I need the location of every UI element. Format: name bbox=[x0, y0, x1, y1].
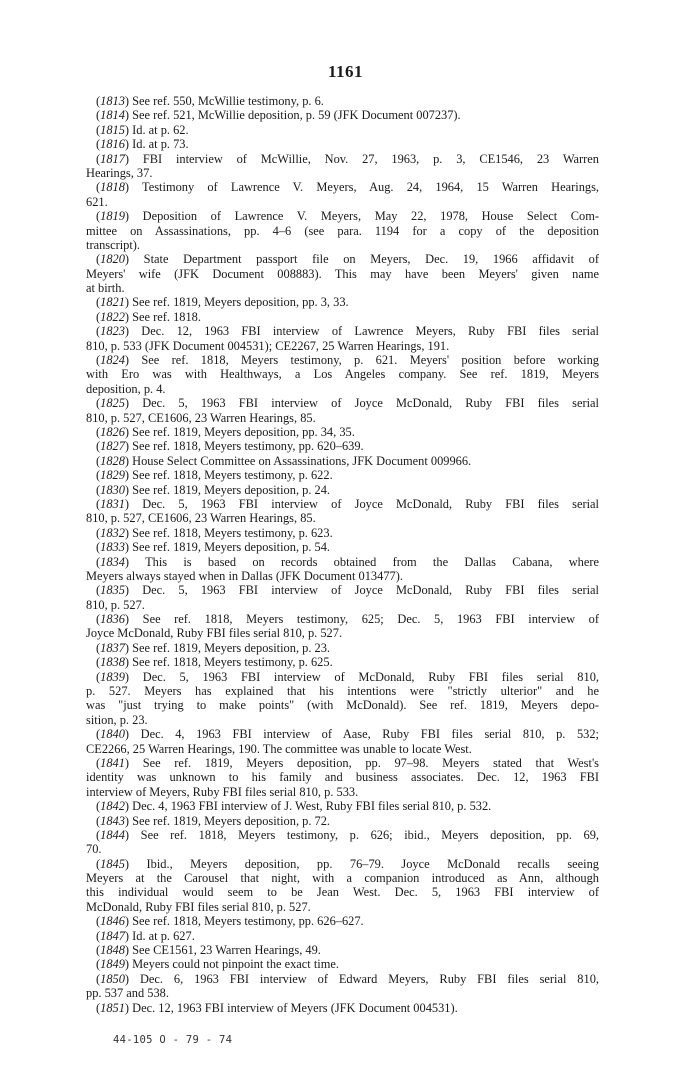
footnote-first-line: (1830) See ref. 1819, Meyers deposition, p. 24. bbox=[96, 482, 331, 497]
footnote-number: 1844 bbox=[100, 827, 125, 842]
footnote-number: 1843 bbox=[100, 813, 125, 828]
footnote-text: identity was unknown to his family and business associates. Dec. 12, 1963 FBI bbox=[86, 770, 599, 785]
footnote-text: State Department passport file on Meyers, Dec. 19, 1966 affidavit of bbox=[143, 252, 599, 267]
footnote bbox=[86, 353, 599, 396]
footnote bbox=[86, 497, 599, 526]
footnote-number: 1847 bbox=[100, 928, 125, 943]
footnote-number: 1815 bbox=[100, 122, 125, 137]
footnote-text: Meyers' wife (JFK Document 008883). This may have been Meyers' given name bbox=[86, 266, 599, 281]
footnote-first-line: (1823) Dec. 12, 1963 FBI interview of Lawrence Meyers, Ruby FBI files serial bbox=[96, 324, 599, 339]
footnote-text: Dec. 5, 1963 FBI interview of Joyce McDonald, Ruby FBI files serial bbox=[142, 396, 599, 411]
footnote-text: See ref. 1818, Meyers testimony, p. 621. Meyers' position before working bbox=[141, 353, 599, 368]
footnote-continuation-line bbox=[86, 871, 599, 885]
footnote bbox=[86, 439, 599, 453]
footnote bbox=[86, 612, 599, 641]
footnote-number: 1827 bbox=[100, 439, 125, 454]
footnote-continuation-line bbox=[86, 224, 599, 238]
footnote bbox=[86, 929, 599, 943]
footnote-text: See ref. 521, McWillie deposition, p. 59 (JFK Document 007237). bbox=[132, 108, 461, 123]
footnote-first-line: (1837) See ref. 1819, Meyers deposition, p. 23. bbox=[96, 640, 331, 655]
footnote-first-line: (1816) Id. at p. 73. bbox=[96, 137, 189, 152]
footnote-text: Meyers always stayed when in Dallas (JFK Document 013477). bbox=[86, 568, 403, 583]
footnote-first-line: (1845) Ibid., Meyers deposition, pp. 76–79. Joyce McDonald recalls seeing bbox=[96, 856, 599, 871]
footnote-first-line: (1822) See ref. 1818. bbox=[96, 309, 201, 324]
footnote-first-line: (1824) See ref. 1818, Meyers testimony, p. 621. Meyers' position before working bbox=[96, 353, 599, 368]
footnote bbox=[86, 425, 599, 439]
footnote-continuation-line bbox=[86, 411, 599, 425]
footnote-text: sition, p. 23. bbox=[86, 712, 148, 727]
footnote bbox=[86, 670, 599, 728]
footnote-number: 1834 bbox=[100, 554, 125, 569]
footnote-text: Id. at p. 73. bbox=[132, 137, 189, 152]
footnote-text: interview of Meyers, Ruby FBI files serial 810, p. 533. bbox=[86, 784, 359, 799]
footnote-first-line: (1825) Dec. 5, 1963 FBI interview of Joyce McDonald, Ruby FBI files serial bbox=[96, 396, 599, 411]
footnotes-list bbox=[86, 94, 599, 1015]
footnote-text: Dec. 4, 1963 FBI interview of J. West, Ruby FBI files serial 810, p. 532. bbox=[132, 799, 492, 814]
footnote-number: 1851 bbox=[100, 1000, 125, 1015]
footnote bbox=[86, 454, 599, 468]
footnote-number: 1832 bbox=[100, 525, 125, 540]
footnote bbox=[86, 641, 599, 655]
footnote-text: CE2266, 25 Warren Hearings, 190. The committee was unable to locate West. bbox=[86, 741, 472, 756]
footnote-text: See ref. 1818, Meyers testimony, 625; Dec. 5, 1963 FBI interview of bbox=[142, 612, 599, 627]
footnote-number: 1816 bbox=[100, 137, 125, 152]
footnote-text: 810, p. 527. bbox=[86, 597, 145, 612]
page-number: 1161 bbox=[327, 62, 364, 81]
footnote-first-line: (1834) This is based on records obtained from the Dallas Cabana, where bbox=[96, 554, 599, 569]
footnote-text: 70. bbox=[86, 842, 102, 857]
footnote bbox=[86, 957, 599, 971]
footnote-text: at birth. bbox=[86, 281, 125, 296]
footnote-continuation-line bbox=[86, 367, 599, 381]
footnote bbox=[86, 799, 599, 813]
footnote-first-line: (1820) State Department passport file on Meyers, Dec. 19, 1966 affidavit of bbox=[96, 252, 599, 267]
footnote-first-line: (1818) Testimony of Lawrence V. Meyers, Aug. 24, 1964, 15 Warren Hearings, bbox=[96, 180, 600, 195]
footnote-text: See ref. 1818, Meyers testimony, p. 622. bbox=[132, 468, 333, 483]
footnote-first-line: (1848) See CE1561, 23 Warren Hearings, 49. bbox=[96, 943, 321, 958]
footnote-number: 1814 bbox=[100, 108, 125, 123]
footnote-number: 1833 bbox=[100, 540, 125, 555]
footnote-text: See ref. 1818, Meyers testimony, p. 623. bbox=[132, 525, 333, 540]
footnote bbox=[86, 943, 599, 957]
footnote-number: 1850 bbox=[100, 971, 125, 986]
footnote-continuation-line bbox=[86, 281, 599, 295]
footnote-number: 1841 bbox=[100, 755, 125, 770]
footnote bbox=[86, 468, 599, 482]
footnote-first-line: (1836) See ref. 1818, Meyers testimony, 625; Dec. 5, 1963 FBI interview of bbox=[96, 612, 599, 627]
footnote bbox=[86, 108, 599, 122]
footnote bbox=[86, 310, 599, 324]
footnote bbox=[86, 857, 599, 915]
footnote-continuation-line bbox=[86, 511, 599, 525]
footnote-continuation-line bbox=[86, 569, 599, 583]
footnote bbox=[86, 727, 599, 756]
footnote-number: 1820 bbox=[100, 252, 125, 267]
footnote-number: 1822 bbox=[100, 309, 125, 324]
footnote-first-line: (1843) See ref. 1819, Meyers deposition, p. 72. bbox=[96, 813, 331, 828]
footnote bbox=[86, 252, 599, 295]
footnote-first-line: (1846) See ref. 1818, Meyers testimony, pp. 626–627. bbox=[96, 914, 364, 929]
footnote-continuation-line bbox=[86, 238, 599, 252]
footnote-continuation-line bbox=[86, 770, 599, 784]
footnote bbox=[86, 756, 599, 799]
footnote-number: 1828 bbox=[100, 453, 125, 468]
footnote-text: See ref. 1818, Meyers testimony, pp. 626–627. bbox=[132, 914, 364, 929]
footnote-text: House Select Committee on Assassinations, JFK Document 009966. bbox=[132, 453, 472, 468]
footnote-first-line: (1833) See ref. 1819, Meyers deposition, p. 54. bbox=[96, 540, 331, 555]
footnote-number: 1845 bbox=[100, 856, 125, 871]
footnote-number: 1848 bbox=[100, 943, 125, 958]
footnote-text: See ref. 1819, Meyers deposition, pp. 3, 33. bbox=[132, 295, 349, 310]
footnote-first-line: (1840) Dec. 4, 1963 FBI interview of Aase, Ruby FBI files serial 810, p. 532; bbox=[96, 727, 599, 742]
print-code-footer: 44-105 O - 79 - 74 bbox=[113, 1034, 233, 1046]
footnote-text: was "just trying to make points" (with McDonald). See ref. 1819, Meyers depo- bbox=[86, 698, 599, 713]
footnote-first-line: (1814) See ref. 521, McWillie deposition, p. 59 (JFK Document 007237). bbox=[96, 108, 461, 123]
footnote-text: 810, p. 527, CE1606, 23 Warren Hearings, 85. bbox=[86, 410, 316, 425]
footnote bbox=[86, 655, 599, 669]
footnote-first-line: (1826) See ref. 1819, Meyers deposition, pp. 34, 35. bbox=[96, 424, 355, 439]
footnote-text: Testimony of Lawrence V. Meyers, Aug. 24, 1964, 15 Warren Hearings, bbox=[142, 180, 600, 195]
footnote-first-line: (1847) Id. at p. 627. bbox=[96, 928, 195, 943]
footnote-text: Dec. 5, 1963 FBI interview of Joyce McDonald, Ruby FBI files serial bbox=[142, 583, 599, 598]
footnote-first-line: (1821) See ref. 1819, Meyers deposition, pp. 3, 33. bbox=[96, 295, 349, 310]
footnote-first-line: (1838) See ref. 1818, Meyers testimony, p. 625. bbox=[96, 655, 333, 670]
footnote-continuation-line bbox=[86, 785, 599, 799]
footnote-text: deposition, p. 4. bbox=[86, 381, 166, 396]
footnote-first-line: (1850) Dec. 6, 1963 FBI interview of Edward Meyers, Ruby FBI files serial 810, bbox=[96, 971, 599, 986]
footnote bbox=[86, 828, 599, 857]
footnote-number: 1819 bbox=[100, 209, 125, 224]
footnote-number: 1842 bbox=[100, 799, 125, 814]
footnote-text: FBI interview of McWillie, Nov. 27, 1963, p. 3, CE1546, 23 Warren bbox=[142, 151, 599, 166]
footnote bbox=[86, 483, 599, 497]
footnote-text: 621. bbox=[86, 194, 108, 209]
footnote-text: Dec. 12, 1963 FBI interview of Meyers (JFK Document 004531). bbox=[132, 1000, 458, 1015]
footnote bbox=[86, 814, 599, 828]
footnote-number: 1826 bbox=[100, 424, 125, 439]
footnote-number: 1825 bbox=[100, 396, 125, 411]
footnote-text: See ref. 1819, Meyers deposition, pp. 34, 35. bbox=[132, 424, 355, 439]
footnote-number: 1830 bbox=[100, 482, 125, 497]
footnote-first-line: (1815) Id. at p. 62. bbox=[96, 122, 189, 137]
footnote-continuation-line bbox=[86, 267, 599, 281]
footnote-text: transcript). bbox=[86, 237, 141, 252]
footnote-first-line: (1832) See ref. 1818, Meyers testimony, p. 623. bbox=[96, 525, 333, 540]
footnote bbox=[86, 914, 599, 928]
footnote-first-line: (1849) Meyers could not pinpoint the exact time. bbox=[96, 957, 339, 972]
footnote-number: 1846 bbox=[100, 914, 125, 929]
footnote-number: 1836 bbox=[100, 612, 125, 627]
footnote-number: 1818 bbox=[100, 180, 125, 195]
footnote-number: 1840 bbox=[100, 727, 125, 742]
footnote-text: See ref. 550, McWillie testimony, p. 6. bbox=[132, 94, 324, 108]
footnote-number: 1849 bbox=[100, 957, 125, 972]
footnote-number: 1817 bbox=[100, 151, 125, 166]
footnote-text: Joyce McDonald, Ruby FBI files serial 810, p. 527. bbox=[86, 626, 343, 641]
footnote bbox=[86, 583, 599, 612]
footnote-text: pp. 537 and 538. bbox=[86, 986, 169, 1001]
footnote-continuation-line bbox=[86, 842, 599, 856]
footnote-number: 1837 bbox=[100, 640, 125, 655]
footnote-continuation-line bbox=[86, 885, 599, 899]
footnote-first-line: (1829) See ref. 1818, Meyers testimony, p. 622. bbox=[96, 468, 333, 483]
footnote-continuation-line bbox=[86, 598, 599, 612]
footnote-first-line: (1817) FBI interview of McWillie, Nov. 27, 1963, p. 3, CE1546, 23 Warren bbox=[96, 151, 599, 166]
footnote-text: Hearings, 37. bbox=[86, 165, 153, 180]
footnote-number: 1824 bbox=[100, 353, 125, 368]
footnote-first-line: (1839) Dec. 5, 1963 FBI interview of McDonald, Ruby FBI files serial 810, bbox=[96, 669, 599, 684]
footnote-text: Dec. 5, 1963 FBI interview of McDonald, Ruby FBI files serial 810, bbox=[142, 669, 599, 684]
footnote-text: See ref. 1818, Meyers testimony, p. 625. bbox=[132, 655, 333, 670]
footnote-first-line: (1831) Dec. 5, 1963 FBI interview of Joyce McDonald, Ruby FBI files serial bbox=[96, 496, 599, 511]
footnote-continuation-line bbox=[86, 713, 599, 727]
footnote-number: 1839 bbox=[100, 669, 125, 684]
footnote-text: See ref. 1819, Meyers deposition, p. 23. bbox=[132, 640, 331, 655]
footnote-first-line: (1842) Dec. 4, 1963 FBI interview of J. West, Ruby FBI files serial 810, p. 532. bbox=[96, 799, 492, 814]
footnote-text: mittee on Assassinations, pp. 4–6 (see para. 1194 for a copy of the deposition bbox=[86, 223, 599, 238]
footnote-text: Id. at p. 62. bbox=[132, 122, 189, 137]
footnote bbox=[86, 94, 599, 108]
footnote-continuation-line bbox=[86, 382, 599, 396]
footnote-text: Dec. 6, 1963 FBI interview of Edward Meyers, Ruby FBI files serial 810, bbox=[139, 971, 599, 986]
footnote bbox=[86, 209, 599, 252]
footnote-continuation-line bbox=[86, 900, 599, 914]
footnote-text: this individual would seem to be Jean West. Dec. 5, 1963 FBI interview of bbox=[86, 885, 599, 900]
footnote-first-line: (1828) House Select Committee on Assassinations, JFK Document 009966. bbox=[96, 453, 472, 468]
footnote-first-line: (1844) See ref. 1818, Meyers testimony, p. 626; ibid., Meyers deposition, pp. 69, bbox=[96, 827, 599, 842]
footnote-continuation-line bbox=[86, 698, 599, 712]
footnote-text: See ref. 1819, Meyers deposition, p. 72. bbox=[132, 813, 331, 828]
footnote bbox=[86, 396, 599, 425]
footnote-text: Deposition of Lawrence V. Meyers, May 22, 1978, House Select Com- bbox=[142, 209, 599, 224]
footnote-text: Id. at p. 627. bbox=[132, 928, 195, 943]
footnote-text: This is based on records obtained from the Dallas Cabana, where bbox=[145, 554, 599, 569]
footnote-number: 1821 bbox=[100, 295, 125, 310]
footnote-text: See ref. 1818. bbox=[132, 309, 201, 324]
footnote-number: 1823 bbox=[100, 324, 125, 339]
footnote-number: 1838 bbox=[100, 655, 125, 670]
footnote bbox=[86, 180, 599, 209]
footnote-number: 1829 bbox=[100, 468, 125, 483]
footnote-text: See ref. 1819, Meyers deposition, pp. 97–98. Meyers stated that West's bbox=[142, 755, 599, 770]
footnote-text: Meyers at the Carousel that night, with a companion introduced as Ann, although bbox=[86, 871, 599, 886]
footnote-first-line: (1827) See ref. 1818, Meyers testimony, pp. 620–639. bbox=[96, 439, 364, 454]
footnote bbox=[86, 324, 599, 353]
footnote bbox=[86, 555, 599, 584]
footnote bbox=[86, 540, 599, 554]
footnote-text: Ibid., Meyers deposition, pp. 76–79. Joyce McDonald recalls seeing bbox=[146, 856, 599, 871]
footnote-text: See ref. 1819, Meyers deposition, p. 24. bbox=[132, 482, 331, 497]
footnote-first-line: (1819) Deposition of Lawrence V. Meyers, May 22, 1978, House Select Com- bbox=[96, 209, 599, 224]
footnote-continuation-line bbox=[86, 339, 599, 353]
footnote-text: Dec. 5, 1963 FBI interview of Joyce McDonald, Ruby FBI files serial bbox=[142, 496, 599, 511]
footnote-continuation-line bbox=[86, 742, 599, 756]
footnote-text: 810, p. 533 (JFK Document 004531); CE2267, 25 Warren Hearings, 191. bbox=[86, 338, 450, 353]
footnote bbox=[86, 295, 599, 309]
footnote-first-line: (1813) See ref. 550, McWillie testimony, p. 6. bbox=[96, 94, 324, 108]
footnote-text: p. 527. Meyers has explained that his intentions were "strictly ulterior" and he bbox=[86, 684, 599, 699]
footnote-first-line: (1851) Dec. 12, 1963 FBI interview of Meyers (JFK Document 004531). bbox=[96, 1000, 458, 1015]
footnote-continuation-line bbox=[86, 986, 599, 1000]
footnote-text: Dec. 4, 1963 FBI interview of Aase, Ruby FBI files serial 810, p. 532; bbox=[140, 727, 599, 742]
footnote-first-line: (1841) See ref. 1819, Meyers deposition, pp. 97–98. Meyers stated that West's bbox=[96, 755, 599, 770]
footnote-continuation-line bbox=[86, 626, 599, 640]
footnote-first-line: (1835) Dec. 5, 1963 FBI interview of Joyce McDonald, Ruby FBI files serial bbox=[96, 583, 599, 598]
footnote-continuation-line bbox=[86, 684, 599, 698]
footnote-text: See ref. 1818, Meyers testimony, p. 626; ibid., Meyers deposition, pp. 69, bbox=[140, 827, 599, 842]
footnote bbox=[86, 123, 599, 137]
footnote-text: McDonald, Ruby FBI files serial 810, p. 527. bbox=[86, 899, 311, 914]
footnote-text: with Ero was with Healthways, a Los Angeles company. See ref. 1819, Meyers bbox=[86, 367, 599, 382]
footnote-text: See ref. 1818, Meyers testimony, pp. 620–639. bbox=[132, 439, 364, 454]
footnote bbox=[86, 526, 599, 540]
footnote-continuation-line bbox=[86, 195, 599, 209]
footnote bbox=[86, 1001, 599, 1015]
footnote-text: See ref. 1819, Meyers deposition, p. 54. bbox=[132, 540, 331, 555]
footnote bbox=[86, 137, 599, 151]
footnote-number: 1831 bbox=[100, 496, 125, 511]
footnote-text: Meyers could not pinpoint the exact time. bbox=[132, 957, 339, 972]
footnote bbox=[86, 972, 599, 1001]
footnote-text: See CE1561, 23 Warren Hearings, 49. bbox=[132, 943, 321, 958]
footnote bbox=[86, 152, 599, 181]
footnote-number: 1813 bbox=[100, 94, 125, 108]
footnote-number: 1835 bbox=[100, 583, 125, 598]
footnote-text: Dec. 12, 1963 FBI interview of Lawrence Meyers, Ruby FBI files serial bbox=[141, 324, 599, 339]
footnote-text: 810, p. 527, CE1606, 23 Warren Hearings, 85. bbox=[86, 511, 316, 526]
footnote-continuation-line bbox=[86, 166, 599, 180]
